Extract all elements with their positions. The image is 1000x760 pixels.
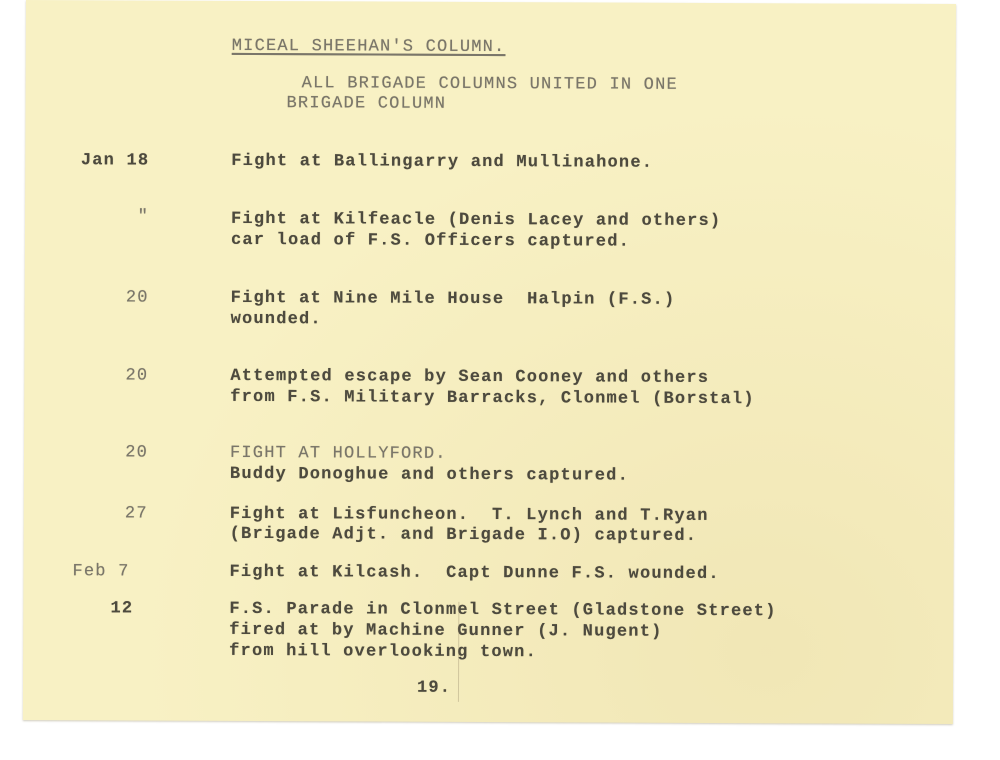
entry-date: Jan 18 bbox=[80, 151, 150, 171]
document-title: MICEAL SHEEHAN'S COLUMN. bbox=[231, 36, 506, 58]
entry-date: Feb 7 bbox=[72, 562, 130, 582]
entry-text: wounded. bbox=[230, 309, 322, 330]
entry-date: 20 bbox=[125, 288, 149, 308]
entry-text: from F.S. Military Barracks, Clonmel (Borstal) bbox=[230, 387, 755, 410]
entry-text: Fight at Kilcash. Capt Dunne F.S. wounded. bbox=[229, 562, 720, 585]
entry-date: 20 bbox=[125, 443, 149, 463]
entry-text: Fight at Kilfeacle (Denis Lacey and others) bbox=[231, 209, 722, 232]
subtitle-line: ALL BRIGADE COLUMNS UNITED IN ONE bbox=[301, 74, 678, 95]
entry-text: Buddy Donoghue and others captured. bbox=[229, 464, 630, 486]
paper-crease bbox=[458, 602, 459, 702]
entry-text: car load of F.S. Officers captured. bbox=[230, 230, 631, 252]
entry-text: Fight at Nine Mile House Halpin (F.S.) bbox=[230, 288, 676, 310]
entry-text: fired at by Machine Gunner (J. Nugent) bbox=[229, 620, 663, 642]
entry-text: F.S. Parade in Clonmel Street (Gladstone Street) bbox=[229, 599, 777, 622]
entry-text: from hill overlooking town. bbox=[229, 641, 538, 663]
entry-text: Attempted escape by Sean Cooney and others bbox=[230, 366, 710, 388]
entry-date: 20 bbox=[125, 366, 149, 386]
entry-text: Fight at Lisfuncheon. T. Lynch and T.Ryan bbox=[229, 504, 709, 526]
entry-text: FIGHT AT HOLLYFORD. bbox=[229, 443, 447, 464]
entry-date: 27 bbox=[124, 504, 148, 524]
entry-date: " bbox=[137, 207, 150, 227]
page-number: 19. bbox=[416, 678, 452, 698]
entry-date: 12 bbox=[110, 599, 134, 619]
entry-text: Fight at Ballingarry and Mullinahone. bbox=[231, 151, 654, 173]
entry-text: (Brigade Adjt. and Brigade I.O) captured. bbox=[229, 524, 698, 546]
subtitle-line: BRIGADE COLUMN bbox=[286, 94, 447, 114]
typewritten-page bbox=[23, 0, 956, 724]
